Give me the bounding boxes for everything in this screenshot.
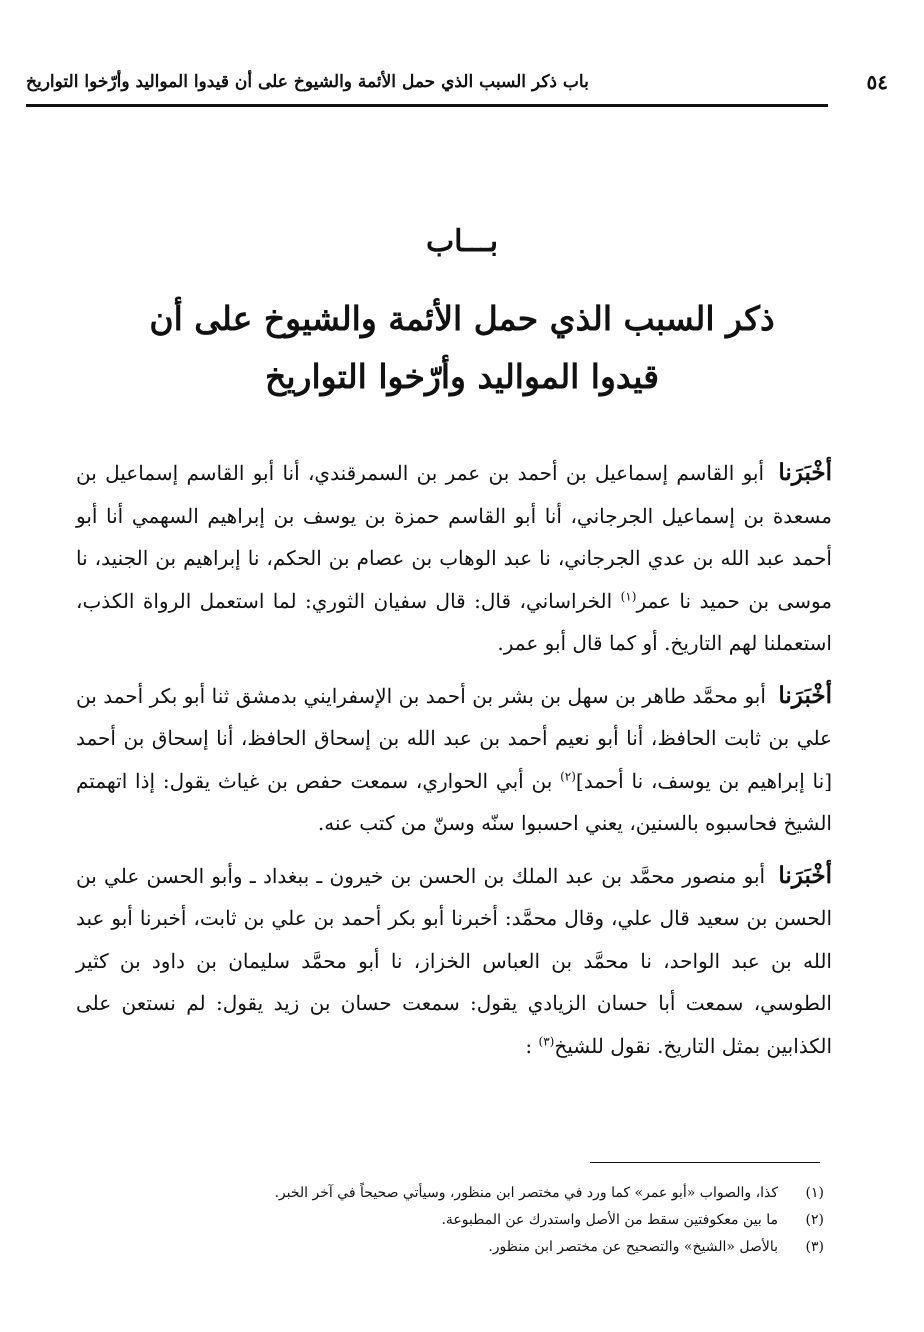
paragraph-text: الخراساني، قال: قال سفيان الثوري: لما استعمل الرواة الكذب، استعملنا لهم التاريخ. أو كما قال أبو عمر.: [76, 588, 832, 655]
footnote-reference[interactable]: (٢): [560, 768, 576, 783]
footnote-text: بالأصل «الشيخ» والتصحيح عن مختصر ابن منظور.: [488, 1239, 778, 1255]
footnote-2: [60, 1207, 824, 1234]
chapter-title-line-1: ذكر السبب الذي حمل الأئمة والشيوخ على أن: [149, 299, 775, 338]
paragraph-lead-word: أخْبَرَنا: [778, 861, 832, 889]
chapter-title-line-2: قيدوا المواليد وأرّخوا التواريخ: [265, 357, 659, 396]
page-number: ٥٤: [866, 70, 888, 94]
footnote-reference[interactable]: (١): [620, 588, 637, 603]
paragraph-text: أبو القاسم إسماعيل بن أحمد بن عمر بن السمرقندي، أنا أبو القاسم إسماعيل بن مسعدة بن إسماعيل الجرجاني، أنا أبو القاسم حمزة بن يوسف بن إبراهيم السهمي أنا أبو أحمد عبد الله بن عدي الجرجاني، نا عبد الوهاب بن عصام بن الحكم، نا إبراهيم بن الجنيد، نا موسى بن حميد نا عمر: [76, 461, 833, 613]
paragraph-2: [76, 675, 832, 845]
running-header-title: باب ذكر السبب الذي حمل الأئمة والشيوخ على أن قيدوا المواليد وأرّخوا التواريخ: [26, 72, 589, 92]
footnotes: [60, 1180, 824, 1261]
chapter-title: [120, 290, 804, 406]
footnote-text: كذا، والصواب «أبو عمر» كما ورد في مختصر ابن منظور، وسيأتي صحيحاً في آخر الخبر.: [274, 1185, 778, 1201]
footnote-number: (٢): [805, 1212, 824, 1228]
footnote-text: ما بين معكوفتين سقط من الأصل واستدرك عن المطبوعة.: [441, 1212, 778, 1228]
header-rule: [26, 104, 828, 107]
footnote-number: (١): [805, 1185, 824, 1201]
footnote-3: [60, 1234, 824, 1261]
paragraph-text: :: [525, 1033, 539, 1058]
paragraph-lead-word: أخْبَرَنا: [778, 681, 833, 709]
paragraph-text: أبو محمَّد طاهر بن سهل بن بشر بن أحمد بن الإسفرايني بدمشق ثنا أبو بكر أحمد بن علي بن ثابت الحافظ، أنا أبو نعيم أحمد بن عبد الله بن إسحاق الحافظ، أنا إسحاق بن أحمد [نا إبراهيم بن يوسف، نا أحمد]: [76, 683, 833, 793]
paragraph-1: [76, 452, 832, 665]
footnote-reference[interactable]: (٣): [538, 1033, 555, 1048]
footnote-rule: [590, 1162, 820, 1163]
chapter-label: بـــاب: [425, 224, 499, 259]
body-text: [76, 452, 832, 1077]
footnote-number: (٣): [805, 1239, 824, 1255]
paragraph-3: [76, 855, 832, 1068]
paragraph-lead-word: أخْبَرَنا: [778, 459, 833, 486]
paragraph-text: أبو منصور محمَّد بن عبد الملك بن الحسن بن خيرون ـ ببغداد ـ وأبو الحسن علي بن الحسن بن سعيد قال علي، وقال محمَّد: أخبرنا أبو بكر أحمد بن علي بن ثابت، أخبرنا أبو عبد الله بن عبد الواحد، نا محمَّد بن العباس الخزاز، نا أبو محمَّد سليمان بن داود بن كثير الطوسي، سمعت أبا حسان الزيادي يقول: سمعت حسان بن زيد يقول: لم نستعن على الكذابين بمثل التاريخ. نقول للشيخ: [76, 863, 832, 1058]
footnote-1: [60, 1180, 824, 1207]
paragraph-text: بن أبي الحواري، سمعت حفص بن غياث يقول: إذا اتهمتم الشيخ فحاسبوه بالسنين، يعني احسبوا سنّه وسنّ من كتب عنه.: [76, 768, 832, 835]
running-header: [26, 62, 888, 106]
